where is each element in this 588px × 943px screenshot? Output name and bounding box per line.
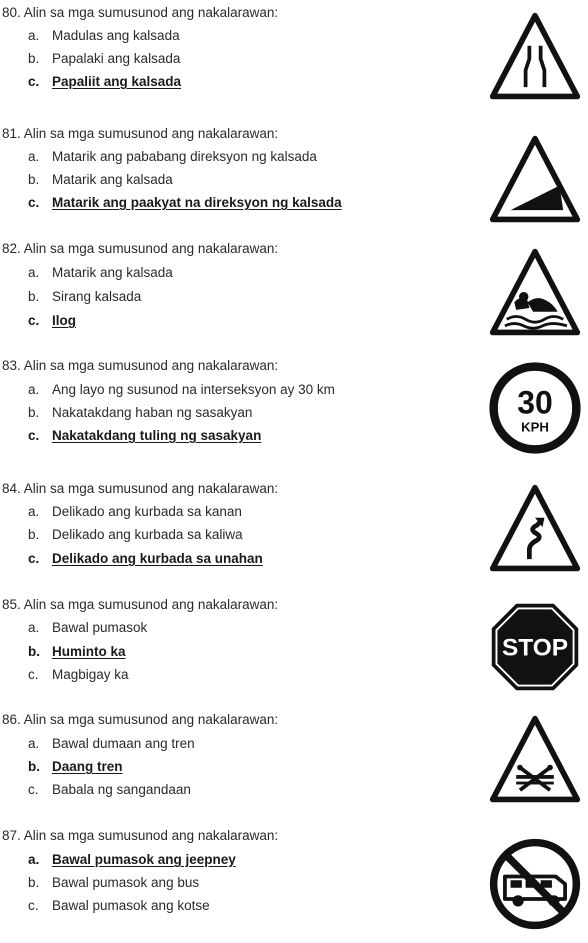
option-a: a. Ang layo ng susunod na interseksyon ay 30 km (28, 382, 335, 397)
question-title: 80. Alin sa mga sumusunod ang nakalarawan: (2, 5, 279, 20)
option-b: b. Sirang kalsada (28, 289, 142, 304)
speed-limit-unit: KPH (521, 419, 549, 435)
question-title: 87. Alin sa mga sumusunod ang nakalarawan: (2, 828, 279, 843)
speed-limit-value: 30 (517, 384, 553, 421)
option-b: b. Papalaki ang kalsada (28, 51, 181, 66)
stop-sign-text: STOP (501, 634, 569, 662)
option-b: b. Delikado ang kurbada sa kaliwa (28, 527, 243, 542)
question-title: 86. Alin sa mga sumusunod ang nakalarawan: (2, 712, 279, 727)
question-title: 84. Alin sa mga sumusunod ang nakalarawan: (2, 481, 279, 496)
option-a: a. Delikado ang kurbada sa kanan (28, 504, 242, 519)
question-80 (0, 4, 588, 120)
option-a: a. Bawal pumasok (28, 620, 148, 635)
option-b: b. Nakatakdang haban ng sasakyan (28, 405, 253, 420)
question-81 (0, 125, 588, 241)
stop-sign-icon (488, 600, 582, 694)
option-c-correct: c. Papaliit ang kalsada (28, 74, 182, 89)
option-a: a. Matarik ang pababang direksyon ng kalsada (28, 149, 317, 164)
option-c: c. Babala ng sangandaan (28, 782, 191, 797)
option-a: a. Madulas ang kalsada (28, 28, 180, 43)
railway-crossing-icon (488, 713, 582, 807)
speed-limit-icon (488, 361, 582, 455)
question-83 (0, 357, 588, 473)
option-c-correct: c. Delikado ang kurbada sa unahan (28, 551, 263, 566)
question-title: 85. Alin sa mga sumusunod ang nakalarawan: (2, 597, 279, 612)
question-85 (0, 596, 588, 712)
option-b: b. Bawal pumasok ang bus (28, 875, 200, 890)
option-a: a. Matarik ang kalsada (28, 265, 173, 280)
question-84 (0, 480, 588, 596)
option-c-correct: c. Ilog (28, 313, 76, 328)
option-c-correct: c. Nakatakdang tuling ng sasakyan (28, 428, 262, 443)
option-b: b. Matarik ang kalsada (28, 172, 173, 187)
steep-ascent-icon (488, 133, 582, 227)
option-b-correct: b. Daang tren (28, 759, 123, 774)
question-82 (0, 240, 588, 356)
option-a: a. Bawal dumaan ang tren (28, 736, 195, 751)
option-a-correct: a. Bawal pumasok ang jeepney (28, 852, 236, 867)
river-bank-icon (488, 246, 582, 340)
question-87 (0, 827, 588, 943)
question-title: 83. Alin sa mga sumusunod ang nakalarawan: (2, 358, 279, 373)
option-c-correct: c. Matarik ang paakyat na direksyon ng kalsada (28, 195, 342, 210)
option-c: c. Bawal pumasok ang kotse (28, 898, 210, 913)
no-jeepney-icon (488, 837, 582, 931)
option-b-correct: b. Huminto ka (28, 644, 126, 659)
question-86 (0, 711, 588, 827)
road-narrows-icon (488, 10, 582, 104)
question-title: 81. Alin sa mga sumusunod ang nakalarawan: (2, 126, 279, 141)
option-c: c. Magbigay ka (28, 667, 129, 682)
double-curve-icon (488, 482, 582, 576)
question-title: 82. Alin sa mga sumusunod ang nakalarawan: (2, 241, 279, 256)
